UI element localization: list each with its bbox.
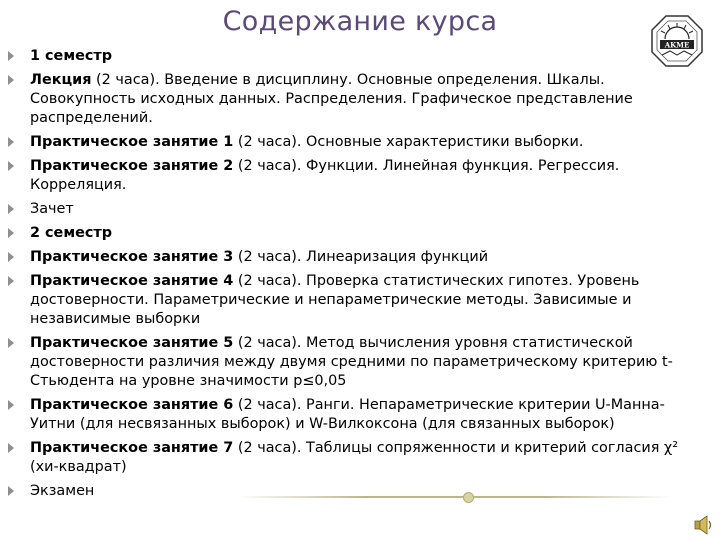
item-text: (2 часа). Таблицы сопряженности и критерий согласия χ² (хи-квадрат) — [30, 440, 679, 475]
list-item-practice-7 — [8, 439, 708, 477]
item-text: (2 часа). Введение в дисциплину. Основные определения. Шкалы. Совокупность исходных данных. Распределения. Графическое представление распределений. — [30, 72, 633, 126]
list-item-semester-2 — [8, 224, 708, 243]
list-item-credit — [8, 200, 708, 219]
list-item-practice-4 — [8, 272, 708, 329]
divider-ornament — [463, 492, 474, 503]
item-text: (2 часа). Функции. Линейная функция. Регрессия. Корреляция. — [30, 158, 620, 193]
list-item-practice-3 — [8, 248, 708, 267]
course-content-list — [8, 47, 708, 506]
item-text: Экзамен — [30, 483, 95, 499]
item-bold: Практическое занятие 2 — [30, 158, 234, 174]
triangle-bullet-icon — [8, 443, 14, 453]
triangle-bullet-icon — [8, 228, 14, 238]
item-text: (2 часа). Проверка статистических гипотез. Уровень достоверности. Параметрические и непараметрические методы. Зависимые и независимые выборки — [30, 273, 640, 327]
list-item-semester-1 — [8, 47, 708, 66]
item-bold: Практическое занятие 6 — [30, 397, 234, 413]
triangle-bullet-icon — [8, 276, 14, 286]
triangle-bullet-icon — [8, 161, 14, 171]
item-bold: Практическое занятие 5 — [30, 335, 234, 351]
triangle-bullet-icon — [8, 51, 14, 61]
triangle-bullet-icon — [8, 137, 14, 147]
triangle-bullet-icon — [8, 75, 14, 85]
item-bold: Практическое занятие 1 — [30, 134, 234, 150]
speaker-icon[interactable] — [694, 514, 714, 536]
item-bold: Лекция — [30, 72, 92, 88]
item-text: (2 часа). Ранги. Непараметрические критерии U-Манна-Уитни (для несвязанных выборок) и W-Вилкоксона (для связанных выборок) — [30, 397, 665, 432]
list-item-practice-1 — [8, 133, 708, 152]
item-text: (2 часа). Метод вычисления уровня статистической достоверности различия между двумя средними по параметрическому критерию t-Стьюдента на уровне значимости p≤0,05 — [30, 335, 673, 389]
triangle-bullet-icon — [8, 252, 14, 262]
item-bold: Практическое занятие 4 — [30, 273, 234, 289]
list-item-practice-2 — [8, 157, 708, 195]
list-item-lecture — [8, 71, 708, 128]
triangle-bullet-icon — [8, 338, 14, 348]
triangle-bullet-icon — [8, 486, 14, 496]
triangle-bullet-icon — [8, 400, 14, 410]
list-item-exam — [8, 482, 708, 501]
item-text: Зачет — [30, 201, 74, 217]
item-bold: Практическое занятие 3 — [30, 249, 234, 265]
item-text: (2 часа). Основные характеристики выборки. — [233, 134, 584, 150]
divider-line — [236, 496, 672, 498]
item-text: (2 часа). Линеаризация функций — [233, 249, 489, 265]
item-bold: 2 семестр — [30, 225, 113, 241]
logo-text: AKME — [664, 40, 690, 50]
list-item-practice-6 — [8, 396, 708, 434]
list-item-practice-5 — [8, 334, 708, 391]
page-title: Содержание курса — [222, 6, 498, 37]
item-bold: 1 семестр — [30, 48, 113, 64]
triangle-bullet-icon — [8, 204, 14, 214]
item-bold: Практическое занятие 7 — [30, 440, 234, 456]
